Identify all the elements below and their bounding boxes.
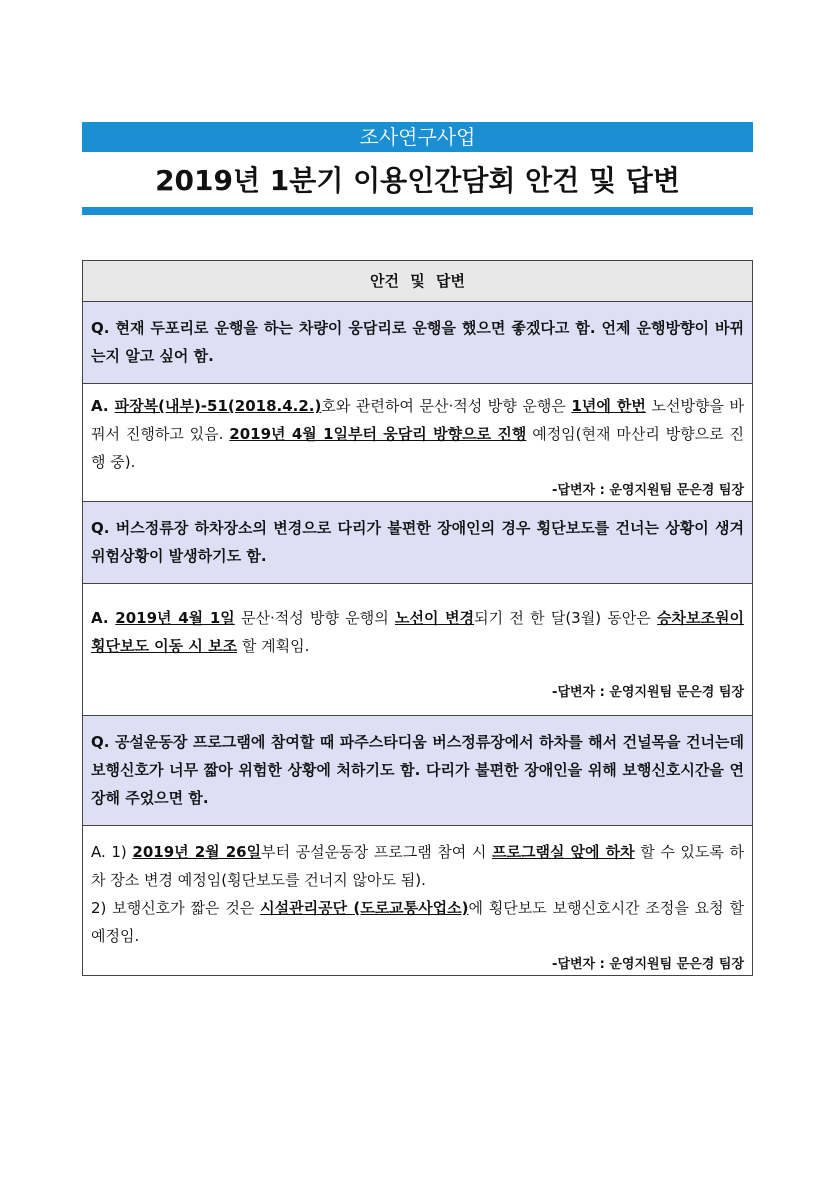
answer-emphasis: 파장복(내부)-51(2018.4.2.): [114, 397, 322, 415]
category-banner: 조사연구사업: [82, 122, 753, 152]
table-header: 안건 및 답변: [83, 261, 752, 301]
answer-row: [83, 583, 752, 715]
answer-text: [91, 592, 744, 660]
responder-label: -답변자 : 운영지원팀 문은경 팀장: [552, 957, 744, 972]
question-row: Q. 현재 두포리로 운행을 하는 차량이 웅담리로 운행을 했으면 좋겠다고 함. 언제 운행방향이 바뀌는지 알고 싶어 함.: [83, 301, 752, 383]
answer-emphasis: 2019년 4월 1일부터 웅담리 방향으로 진행: [229, 425, 527, 443]
answer-emphasis: 2019년 2월 26일: [132, 843, 262, 861]
answer-prefix: A.: [91, 609, 116, 627]
answer-text: [91, 392, 744, 476]
answer-emphasis: 1년에 한번: [571, 397, 646, 415]
qa-table: [82, 260, 753, 976]
answer-segment: 에 횡단보도 보행신호시간 조정을 요청 할 예정임.: [91, 899, 744, 945]
question-row: Q. 공설운동장 프로그램에 참여할 때 파주스타디움 버스정류장에서 하차를 해서 건널목을 건너는데 보행신호가 너무 짧아 위험한 상황에 처하기도 함. 다리가 불편한 장애인을 위해 보행신호시간을 연장해 주었으면 함.: [83, 715, 752, 825]
answer-segment: 문산·적성 방향 운행의: [234, 609, 395, 627]
answer-emphasis: 프로그램실 앞에 하차: [492, 843, 635, 861]
answer-emphasis: 2019년 4월 1일: [115, 609, 235, 627]
answer-row: [83, 825, 752, 975]
answer-prefix: A.: [91, 397, 115, 415]
answer-segment: 할 수 있도록 하차 장소 변경 예정임(횡단보도를 건너지 않아도 됨).: [91, 843, 745, 889]
answer-segment: 노선방향을 바꿔서 진행하고 있음.: [91, 397, 744, 443]
answer-emphasis: 노선이 변경: [394, 609, 475, 627]
answer-segment: 할 계획임.: [237, 637, 310, 655]
answer-emphasis: 시설관리공단 (도로교통사업소): [260, 899, 469, 917]
answer-segment: 되기 전 한 달(3월) 동안은: [474, 609, 658, 627]
answer-emphasis: 승차보조원이 횡단보도 이동 시 보조: [91, 609, 744, 655]
question-row: Q. 버스정류장 하차장소의 변경으로 다리가 불편한 장애인의 경우 횡단보도를 건너는 상황이 생겨 위험상황이 발생하기도 함.: [83, 501, 752, 583]
answer-segment: 부터 공설운동장 프로그램 참여 시: [261, 843, 493, 861]
title-underline-bar: [82, 207, 753, 215]
answer-text: [91, 894, 744, 950]
answer-row: [83, 383, 752, 501]
page-title: 2019년 1분기 이용인간담회 안건 및 답변: [155, 164, 680, 197]
responder-label: -답변자 : 운영지원팀 문은경 팀장: [552, 685, 744, 700]
answer-segment: 2) 보행신호가 짧은 것은: [91, 899, 261, 917]
answer-segment: A. 1): [91, 843, 133, 861]
answer-segment: 예정임(현재 마산리 방향으로 진행 중).: [91, 425, 745, 471]
responder-label: -답변자 : 운영지원팀 문은경 팀장: [552, 483, 744, 498]
answer-text: [91, 834, 744, 894]
answer-segment: 호와 관련하여 문산·적성 방향 운행은: [321, 397, 572, 415]
